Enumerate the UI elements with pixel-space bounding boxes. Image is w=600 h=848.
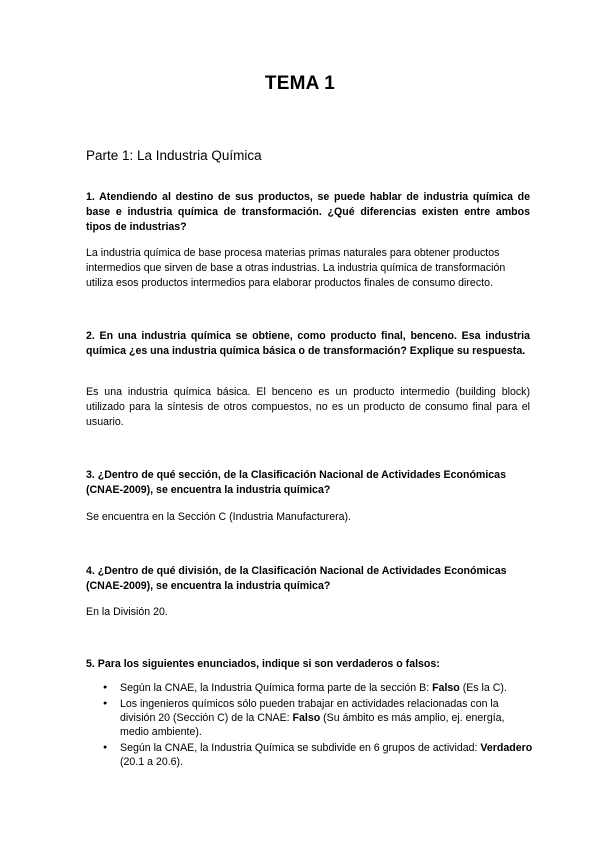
- question-2: 2. En una industria química se obtiene, como producto final, benceno. Esa industria química ¿es una industria química básica o de transformación? Explique su respuesta.: [86, 330, 530, 357]
- question-5: 5. Para los siguientes enunciados, indique si son verdaderos o falsos:: [86, 658, 440, 670]
- list-item: [120, 697, 536, 739]
- answer-2: Es una industria química básica. El benceno es un producto intermedio (building block) utilizado para la síntesis de otros compuestos, no es un producto de consumo final para el usuario.: [86, 386, 530, 428]
- question-4: 4. ¿Dentro de qué división, de la Clasificación Nacional de Actividades Económicas (CNAE-2009), se encuentra la industria química?: [86, 565, 507, 592]
- list-item-text: Según la CNAE, la Industria Química forma parte de la sección B:: [120, 682, 433, 694]
- verdict-label: Verdadero: [480, 742, 533, 754]
- answer-3: Se encuentra en la Sección C (Industria Manufacturera).: [86, 511, 351, 523]
- page-title: TEMA 1: [264, 73, 336, 94]
- part-heading: Parte 1: La Industria Química: [86, 148, 262, 163]
- answer-1: La industria química de base procesa materias primas naturales para obtener productos intermedios que sirven de base a otras industrias. La industria química de transformación utiliza esos productos intermedios para elaborar productos finales de consumo directo.: [86, 247, 506, 289]
- list-item-note: (20.1 a 20.6).: [120, 756, 184, 768]
- verdict-label: Falso: [292, 712, 321, 724]
- verdict-label: Falso: [432, 682, 460, 694]
- list-item-note: (Su ámbito es más amplio, ej. energía, medio ambiente).: [120, 712, 505, 738]
- list-item-text: Los ingenieros químicos sólo pueden trabajar en actividades relacionadas con la división 20 (Sección C) de la CNAE:: [120, 698, 499, 724]
- answer-4: En la División 20.: [86, 606, 168, 618]
- list-item: [120, 741, 536, 769]
- list-item-text: Según la CNAE, la Industria Química se subdivide en 6 grupos de actividad:: [120, 742, 481, 754]
- list-item-note: (Es la C).: [459, 682, 507, 694]
- true-false-list: [86, 681, 536, 771]
- question-1: 1. Atendiendo al destino de sus productos, se puede hablar de industria química de base e industria química de transformación. ¿Qué diferencias existen entre ambos tipos de industrias?: [86, 191, 530, 233]
- question-3: 3. ¿Dentro de qué sección, de la Clasificación Nacional de Actividades Económicas (CNAE-2009), se encuentra la industria química?: [86, 469, 506, 496]
- list-item: [120, 681, 536, 695]
